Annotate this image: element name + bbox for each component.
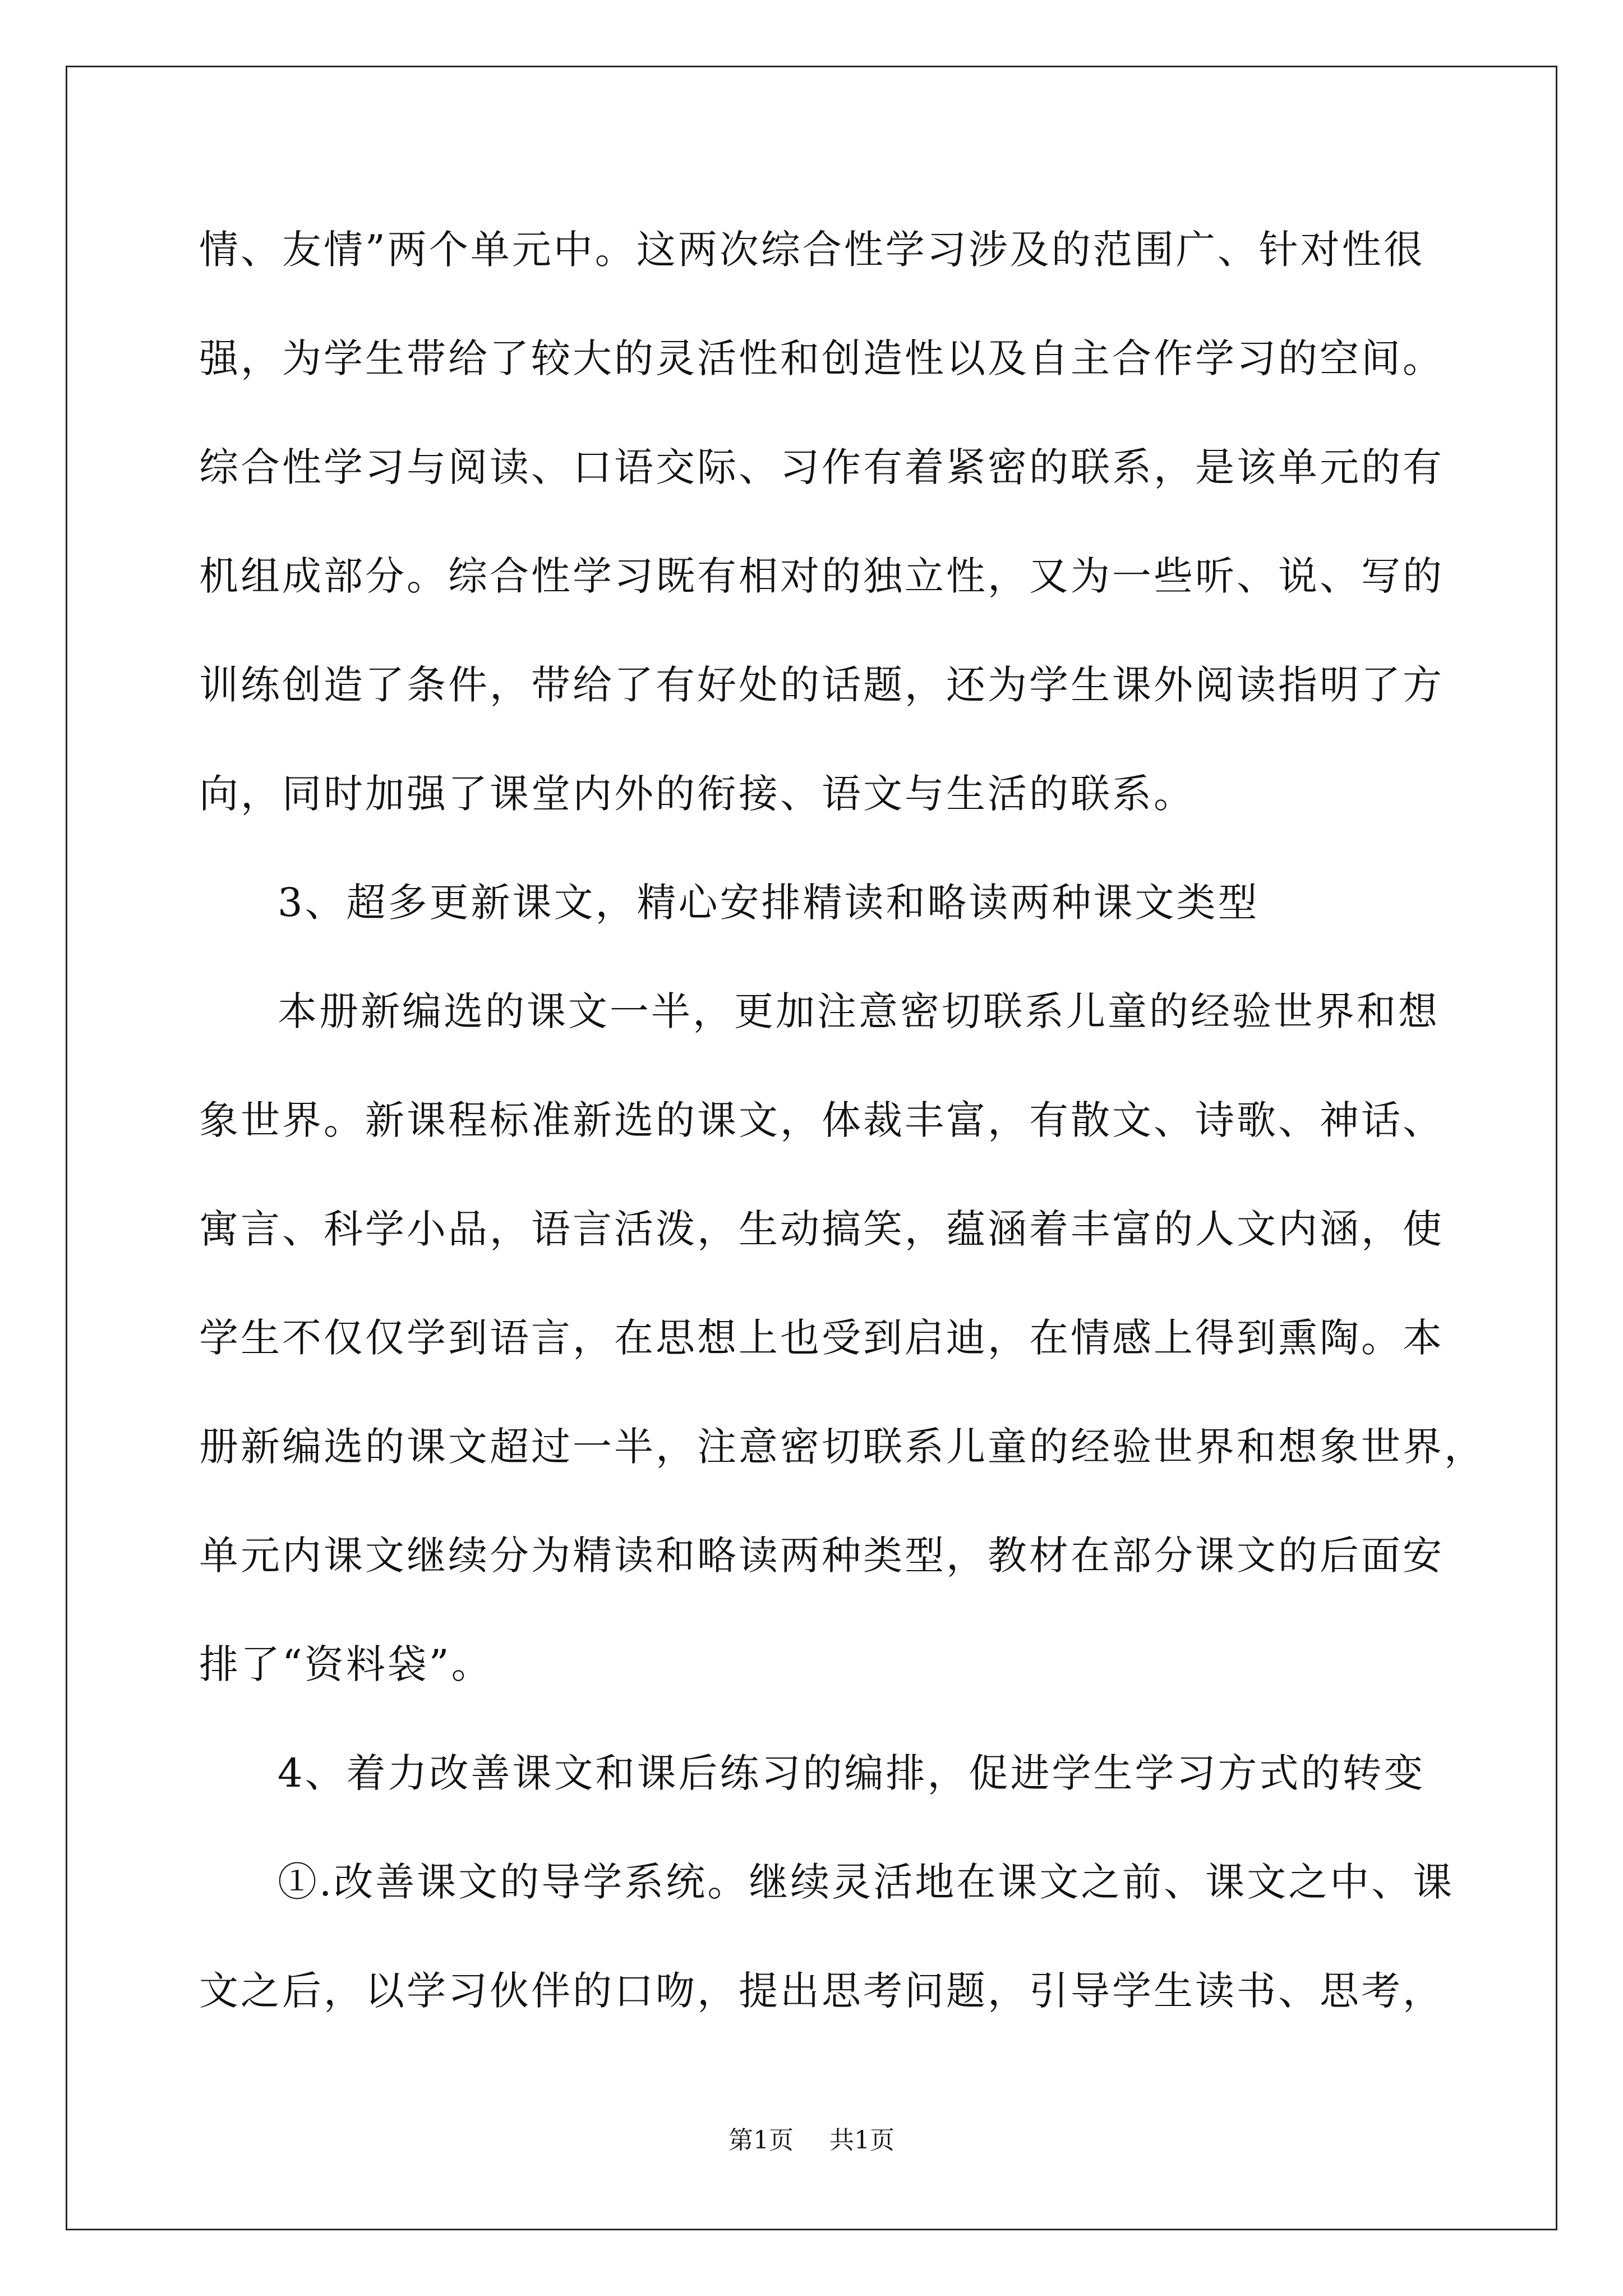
text-line: 寓言、科学小品，语言活泼，生动搞笑，蕴涵着丰富的人文内涵，使	[199, 1206, 1444, 1252]
section-heading: 4、着力改善课文和课后练习的编排，促进学生学习方式的转变	[278, 1750, 1426, 1796]
document-body	[199, 219, 1486, 2069]
text-line: 象世界。新课程标准新选的课文，体裁丰富，有散文、诗歌、神话、	[199, 1097, 1444, 1143]
text-line: 综合性学习与阅读、口语交际、习作有着紧密的联系，是该单元的有	[199, 444, 1444, 490]
text-line: 文之后，以学习伙伴的口吻，提出思考问题，引导学生读书、思考，	[199, 1968, 1444, 2014]
text-line: ①.改善课文的导学系统。继续灵活地在课文之前、课文之中、课	[278, 1859, 1455, 1905]
text-line: 向，同时加强了课堂内外的衔接、语文与生活的联系。	[199, 771, 1195, 817]
text-line: 强，为学生带给了较大的灵活性和创造性以及自主合作学习的空间。	[199, 335, 1444, 381]
text-line: 情、友情”两个单元中。这两次综合性学习涉及的范围广、针对性很	[199, 227, 1425, 273]
text-line: 册新编选的课文超过一半，注意密切联系儿童的经验世界和想象世界，	[199, 1424, 1486, 1470]
text-line: 本册新编选的课文一半，更加注意密切联系儿童的经验世界和想	[278, 988, 1440, 1034]
text-line: 单元内课文继续分为精读和略读两种类型，教材在部分课文的后面安	[199, 1533, 1444, 1579]
text-line: 训练创造了条件，带给了有好处的话题，还为学生课外阅读指明了方	[199, 662, 1444, 708]
page-footer	[0, 2124, 1623, 2157]
text-line: 机组成部分。综合性学习既有相对的独立性，又为一些听、说、写的	[199, 553, 1444, 599]
text-line: 学生不仅仅学到语言，在思想上也受到启迪，在情感上得到熏陶。本	[199, 1315, 1444, 1361]
page-total: 共1页	[829, 2126, 895, 2155]
page-number: 第1页	[728, 2126, 794, 2155]
text-line: 排了“资料袋”。	[199, 1641, 493, 1687]
section-heading: 3、超多更新课文，精心安排精读和略读两种课文类型	[278, 880, 1260, 926]
